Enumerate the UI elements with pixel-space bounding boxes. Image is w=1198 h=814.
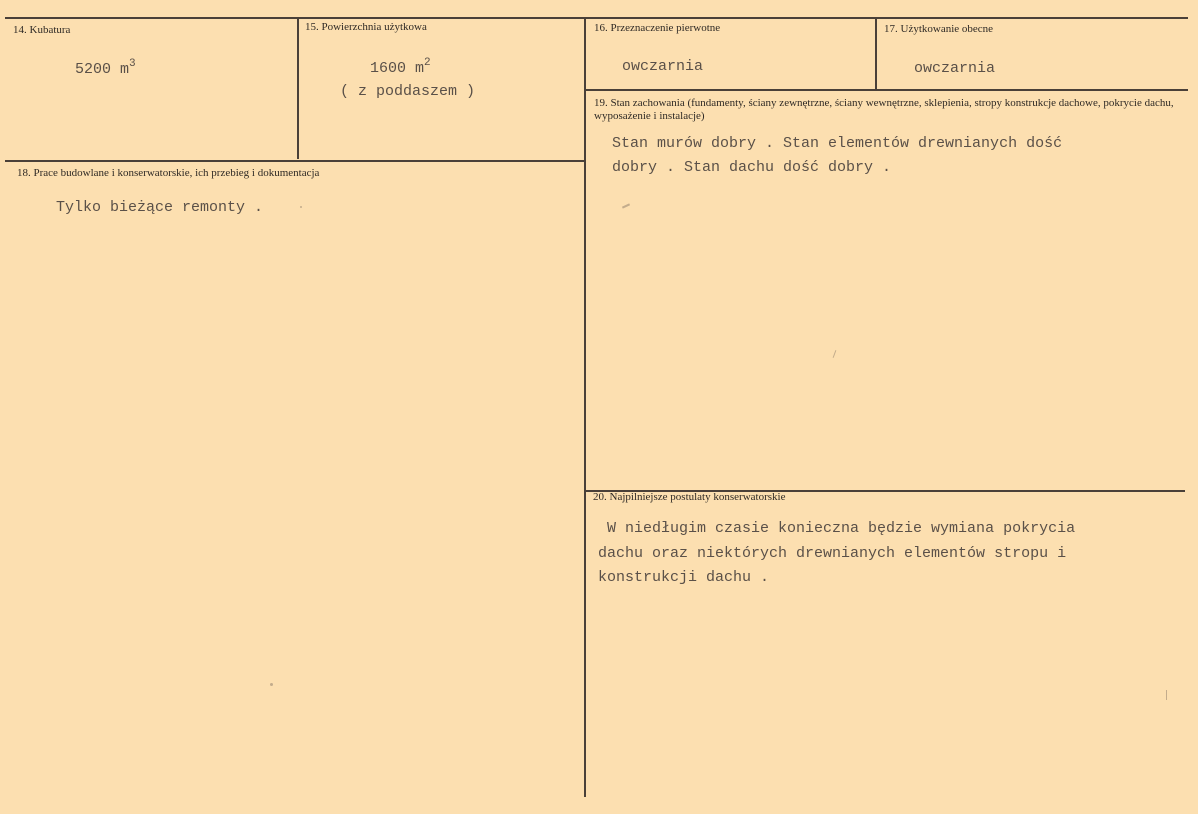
powierzchnia-exponent: 2 — [424, 57, 431, 69]
rule-top-right — [585, 17, 1188, 19]
field-16-label: 16. Przeznaczenie pierwotne — [594, 22, 721, 34]
rule-top-left — [5, 17, 585, 19]
field-15-value — [370, 52, 431, 80]
field-15-label: 15. Powierzchnia użytkowa — [305, 21, 427, 33]
field-18-label: 18. Prace budowlane i konserwatorskie, ich przebieg i dokumentacja — [17, 167, 320, 179]
rule-main-vertical — [584, 17, 586, 797]
field-19-line-2: dobry . Stan dachu dość dobry . — [612, 159, 892, 176]
paper-speck — [270, 683, 273, 686]
paper-speck — [622, 203, 630, 208]
field-14-label: 14. Kubatura — [13, 24, 71, 36]
field-15-note: ( z poddaszem ) — [340, 83, 476, 100]
field-20-line-1: W niedługim czasie konieczna będzie wymiana pokrycia — [598, 520, 1076, 537]
kubatura-number: 5200 m — [75, 61, 130, 78]
paper-speck — [833, 350, 837, 358]
field-19-line-1: Stan murów dobry . Stan elementów drewnianych dość — [612, 135, 1063, 152]
field-18-value: Tylko bieżące remonty . — [56, 199, 264, 216]
field-14-value — [75, 53, 136, 81]
field-20-label: 20. Najpilniejsze postulaty konserwatorskie — [593, 491, 786, 503]
field-17-value: owczarnia — [914, 60, 996, 77]
kubatura-exponent: 3 — [129, 58, 136, 70]
field-20-line-2: dachu oraz niektórych drewnianych elementów stropu i — [598, 545, 1067, 562]
rule-divider-16-17 — [875, 17, 877, 89]
paper-speck — [1166, 690, 1167, 700]
field-17-label: 17. Użytkowanie obecne — [884, 23, 994, 35]
rule-under-14-15 — [5, 160, 585, 162]
rule-divider-14-15 — [297, 17, 299, 159]
field-16-value: owczarnia — [622, 58, 704, 75]
field-19-label: 19. Stan zachowania (fundamenty, ściany zewnętrzne, ściany wewnętrzne, sklepienia, stropy konstrukcje dachowe, pokrycie dachu, wyposażenie i instalacje) — [594, 97, 1174, 122]
powierzchnia-number: 1600 m — [370, 60, 425, 77]
paper-speck — [300, 206, 302, 208]
rule-under-16-17 — [585, 89, 1188, 91]
field-20-line-3: konstrukcji dachu . — [598, 569, 770, 586]
